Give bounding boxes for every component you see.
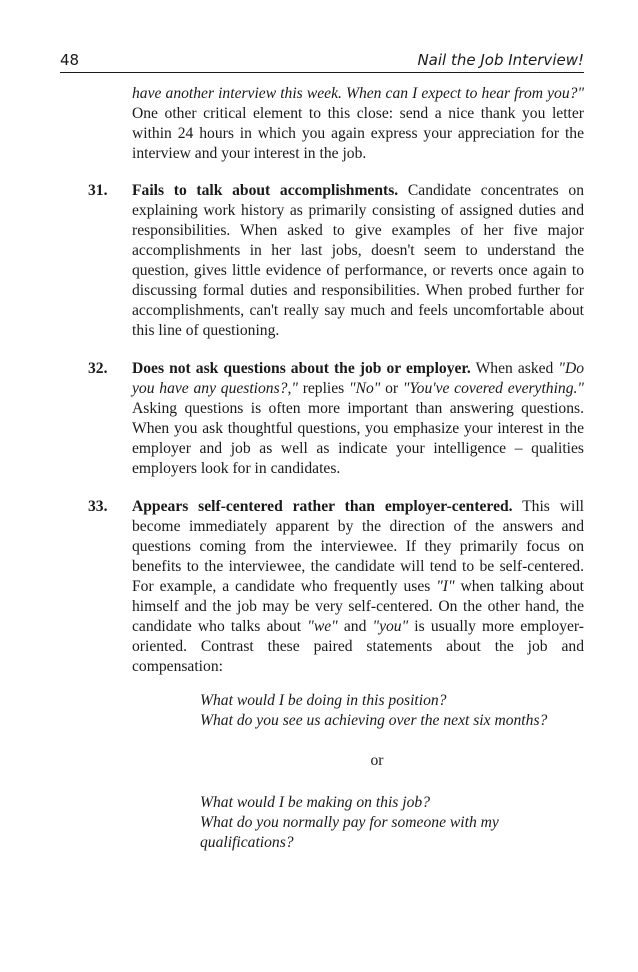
- item-number: 32.: [88, 360, 108, 377]
- item-quote: "No": [349, 380, 381, 397]
- list-item-31: [88, 181, 584, 341]
- continuation-paragraph: [88, 84, 584, 164]
- item-text: Asking questions is often more important than answering questions. When you ask thoughtful questions, you emphasize your interest in the employer and job as well as indicate your intelligence – qualities employers look for in candidates.: [132, 400, 584, 477]
- example-statement: What would I be doing in this position?: [200, 692, 447, 709]
- example-statement: What do you see us achieving over the next six months?: [200, 712, 548, 729]
- item-text: Candidate concentrates on explaining work history as primarily consisting of assigned duties and responsibilities. When asked to give examples of her five major accomplishments in her last jobs, doesn't seem to understand the question, gives little evidence of performance, or reverts once again to discussing formal duties and responsibilities. When probed further for accomplishments, can't really say much and feels uncomfortable about this line of questioning.: [132, 182, 584, 339]
- item-text: is usually more employer-oriented. Contrast these paired statements about the job and compensation:: [132, 618, 584, 675]
- running-title: Nail the Job Interview!: [417, 51, 584, 69]
- item-text: This will become immediately apparent by the direction of the answers and questions coming from the interviewee. If they primarily focus on benefits to the interviewee, the candidate will tend to be self-centered. For example, a candidate who frequently uses: [132, 498, 584, 595]
- page-body: [88, 84, 584, 871]
- item-title: Fails to talk about accomplishments.: [132, 182, 399, 199]
- example-statement: What would I be making on this job?: [200, 794, 430, 811]
- list-item-32: [88, 359, 584, 479]
- page-number: 48: [60, 51, 80, 69]
- separator-or: or: [370, 752, 384, 769]
- item-text: or: [380, 380, 403, 397]
- item-quote: "I": [436, 578, 455, 595]
- item-quote: "you": [372, 618, 409, 635]
- item-number: 33.: [88, 498, 108, 515]
- item-title: Appears self-centered rather than employer-centered.: [132, 498, 513, 515]
- list-item-33: [88, 497, 584, 853]
- item-text: and: [337, 618, 373, 635]
- page-header: [60, 50, 584, 73]
- continuation-text: One other critical element to this close: send a nice thank you letter within 24 hours in which you again express your appreciation for the interview and your interest in the job.: [132, 105, 584, 162]
- item-quote: "we": [307, 618, 338, 635]
- example-statements: [132, 691, 584, 853]
- item-paragraph: [132, 497, 584, 677]
- item-text: when talking about himself and the job may be very self-centered. On the other hand, the candidate who talks about: [132, 578, 584, 635]
- item-title: Does not ask questions about the job or employer.: [132, 360, 471, 377]
- item-text: replies: [297, 380, 350, 397]
- example-statement: What do you normally pay for someone with my qualifications?: [200, 814, 499, 851]
- closing-question-quote: have another interview this week. When can I expect to hear from you?": [132, 85, 584, 102]
- item-paragraph: [132, 181, 584, 341]
- item-text: When asked: [470, 360, 559, 377]
- item-paragraph: [132, 359, 584, 479]
- item-quote: "Do you have any questions?,": [132, 360, 584, 397]
- item-quote: "You've covered everything.": [402, 380, 584, 397]
- item-number: 31.: [88, 182, 108, 199]
